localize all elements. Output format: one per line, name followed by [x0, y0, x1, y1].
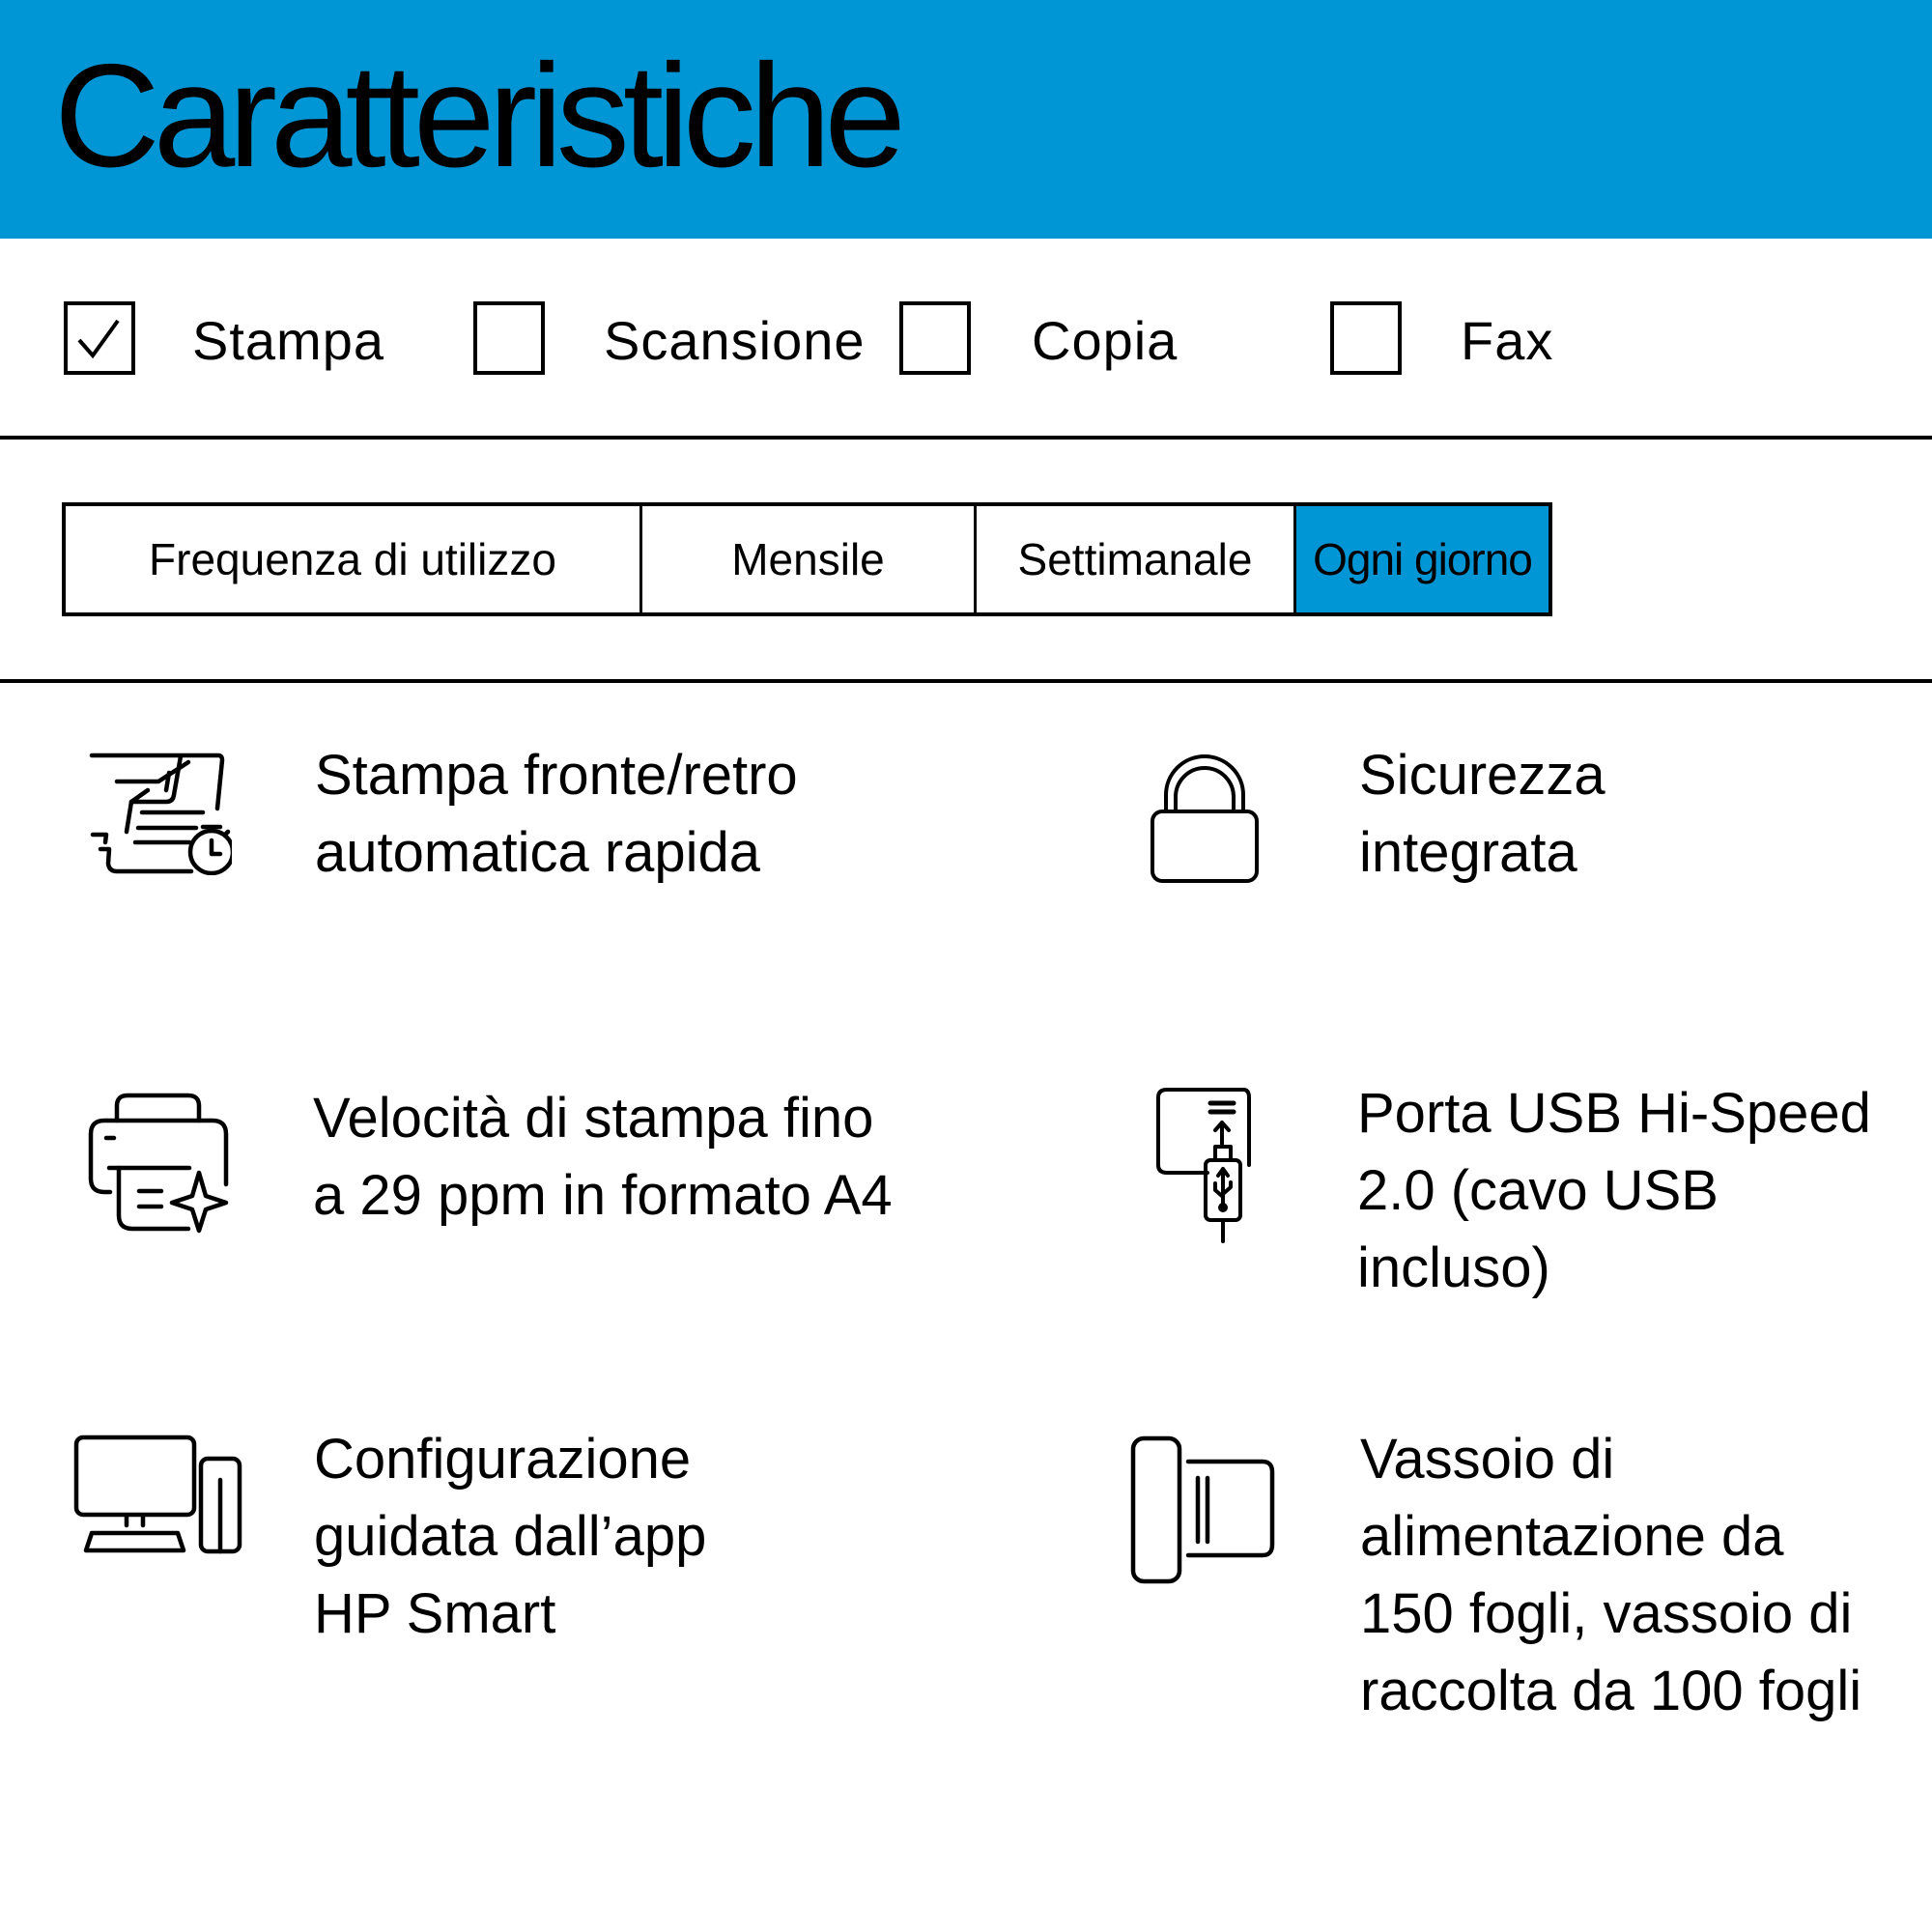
duplex-print-timer-icon — [89, 752, 232, 875]
checkmark-icon — [75, 315, 124, 363]
feature-line: automatica rapida — [315, 821, 761, 884]
padlock-icon — [1150, 752, 1260, 885]
feature-line: 2.0 (cavo USB — [1357, 1159, 1719, 1222]
feature-paper-tray — [1360, 1421, 1861, 1730]
feature-line: Porta USB Hi-Speed — [1357, 1082, 1871, 1145]
frequency-option-ogni-giorno[interactable]: Ogni giorno — [1296, 506, 1548, 612]
feature-line: incluso) — [1357, 1236, 1550, 1299]
frequency-option-mensile[interactable]: Mensile — [642, 506, 977, 612]
feature-duplex-printing — [315, 737, 798, 892]
checkbox-scansione[interactable] — [473, 301, 545, 375]
feature-security — [1359, 737, 1605, 892]
feature-print-speed — [313, 1080, 893, 1235]
feature-line: HP Smart — [314, 1582, 556, 1645]
checkbox-label-stampa: Stampa — [192, 310, 384, 371]
checkbox-copia[interactable] — [899, 301, 971, 375]
feature-line: Stampa fronte/retro — [315, 744, 798, 807]
feature-line: Sicurezza — [1359, 744, 1605, 807]
checkbox-label-fax: Fax — [1461, 310, 1554, 371]
frequency-option-settimanale[interactable]: Settimanale — [977, 506, 1296, 612]
feature-line: Velocità di stampa fino — [313, 1087, 874, 1150]
page-title: Caratteristiche — [54, 34, 899, 198]
printer-sparkle-icon — [87, 1092, 232, 1235]
feature-line: raccolta da 100 fogli — [1360, 1660, 1862, 1722]
divider — [0, 679, 1932, 683]
feature-line: Configurazione — [314, 1428, 692, 1491]
desktop-computer-icon — [73, 1435, 243, 1554]
feature-line: Vassoio di — [1360, 1428, 1615, 1491]
feature-line: 150 fogli, vassoio di — [1360, 1582, 1853, 1645]
checkbox-label-scansione: Scansione — [604, 310, 866, 371]
header-banner — [0, 0, 1932, 239]
divider — [0, 436, 1932, 440]
checkbox-fax[interactable] — [1330, 301, 1402, 375]
usage-frequency-label: Frequenza di utilizzo — [66, 506, 642, 612]
checkbox-label-copia: Copia — [1032, 310, 1179, 371]
usb-port-icon — [1155, 1088, 1254, 1244]
feature-line: guidata dall’app — [314, 1505, 707, 1568]
usage-frequency-selector — [62, 502, 1552, 616]
feature-line: a 29 ppm in formato A4 — [313, 1164, 893, 1227]
paper-tray-icon — [1130, 1435, 1277, 1584]
feature-usb-port — [1357, 1075, 1871, 1307]
checkbox-stampa[interactable] — [64, 301, 135, 375]
feature-hp-smart-setup — [314, 1421, 706, 1653]
feature-line: alimentazione da — [1360, 1505, 1784, 1568]
feature-line: integrata — [1359, 821, 1577, 884]
